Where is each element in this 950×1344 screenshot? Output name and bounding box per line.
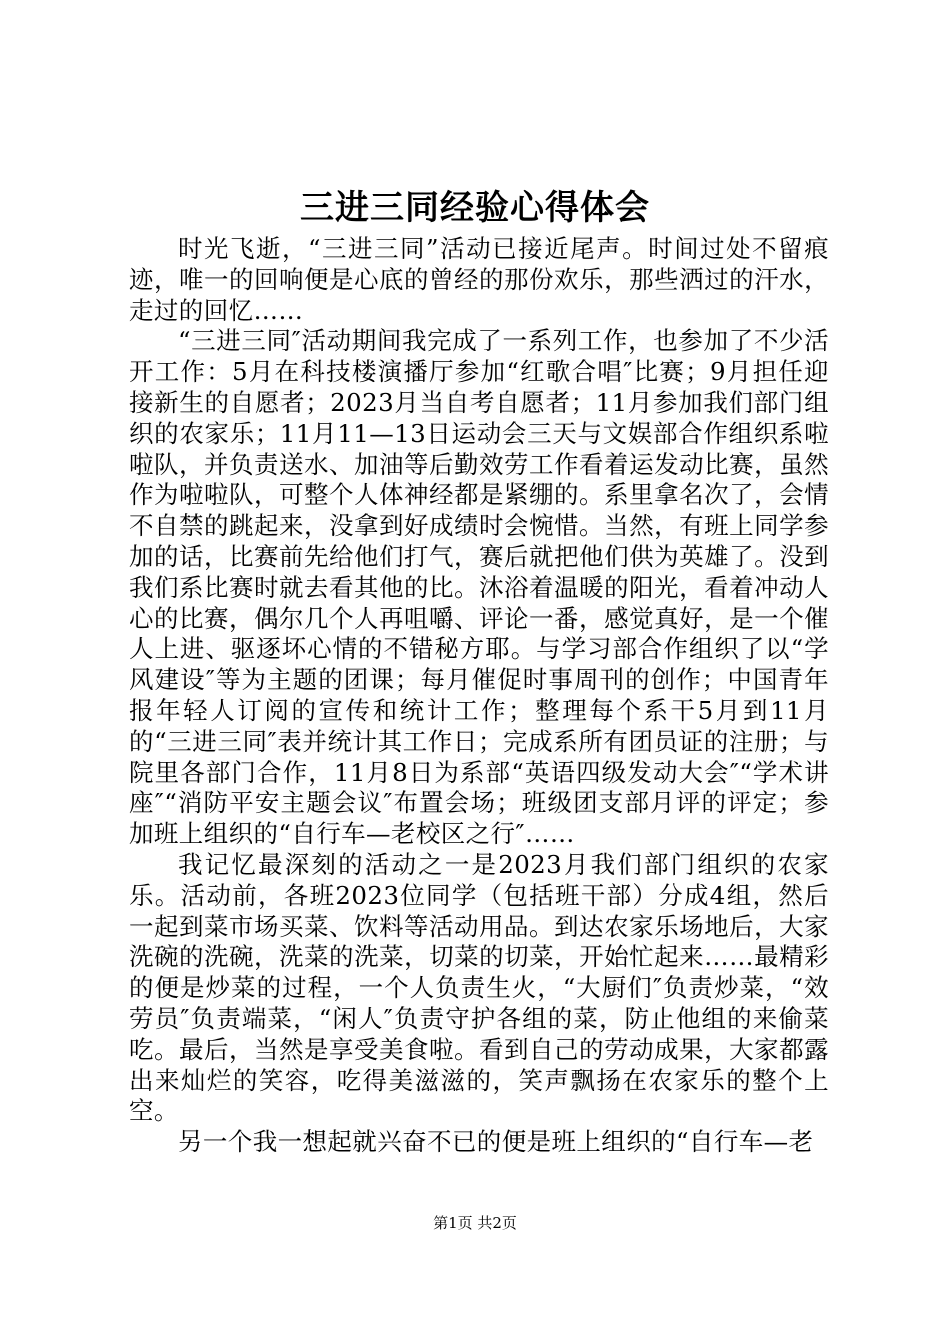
paragraph-activities: “三进三同″活动期间我完成了一系列工作，也参加了不少活开工作：5月在科技楼演播厅参加“红歌合唱″比赛；9月担任迎接新生的自愿者；2023月当自考自愿者；11月参加我们部门组织的农家乐；11月11—13日运动会三天与文娱部合作组织系啦啦队，并负责送水、加油等后勤效劳工作看着运发动比赛，虽然作为啦啦队，可整个人体神经都是紧绷的。系里拿名次了，会情不自禁的跳起来，没拿到好成绩时会惋惜。当然，有班上同学参加的话，比赛前先给他们打气，赛后就把他们供为英雄了。没到我们系比赛时就去看其他的比。沐浴着温暖的阳光，看着冲动人心的比赛，偶尔几个人再咀嚼、评论一番，感觉真好，是一个催人上进、驱逐坏心情的不错秘方耶。与学习部合作组织了以“学风建设″等为主题的团课；每月催促时事周刊的创作；中国青年报年轻人订阅的宣传和统计工作；整理每个系干5月到11月的“三进三同″表并统计其工作日；完成系所有团员证的注册；与院里各部门合作，11月8日为系部“英语四级发动大会″“学术讲座″“消防平安主题会议″布置会场；班级团支部月评的评定；参加班上组织的“自行车—老校区之行″…… bbox=[129, 326, 829, 849]
paragraph-intro: 时光飞逝，“三进三同”活动已接近尾声。时间过处不留痕迹，唯一的回响便是心底的曾经的那份欢乐，那些洒过的汗水，走过的回忆…… bbox=[129, 234, 829, 325]
document-body bbox=[129, 234, 829, 1158]
paragraph-bicycle-trip: 另一个我一想起就兴奋不已的便是班上组织的“自行车—老 bbox=[178, 1127, 814, 1157]
paragraph-farm-stay: 我记忆最深刻的活动之一是2023月我们部门组织的农家乐。活动前，各班2023位同学（包括班干部）分成4组，然后一起到菜市场买菜、饮料等活动用品。到达农家乐场地后，大家洗碗的洗碗，洗菜的洗菜，切菜的切菜，开始忙起来……最精彩的便是炒菜的过程，一个人负责生火，“大厨们″负责炒菜，“效劳员″负责端菜，“闲人″负责守护各组的菜，防止他组的来偷菜吃。最后，当然是享受美食啦。看到自己的劳动成果，大家都露出来灿烂的笑容，吃得美滋滋的，笑声飘扬在农家乐的整个上空。 bbox=[129, 849, 829, 1126]
page-footer: 第1页 共2页 bbox=[433, 1214, 517, 1232]
document-title: 三进三同经验心得体会 bbox=[300, 188, 650, 228]
